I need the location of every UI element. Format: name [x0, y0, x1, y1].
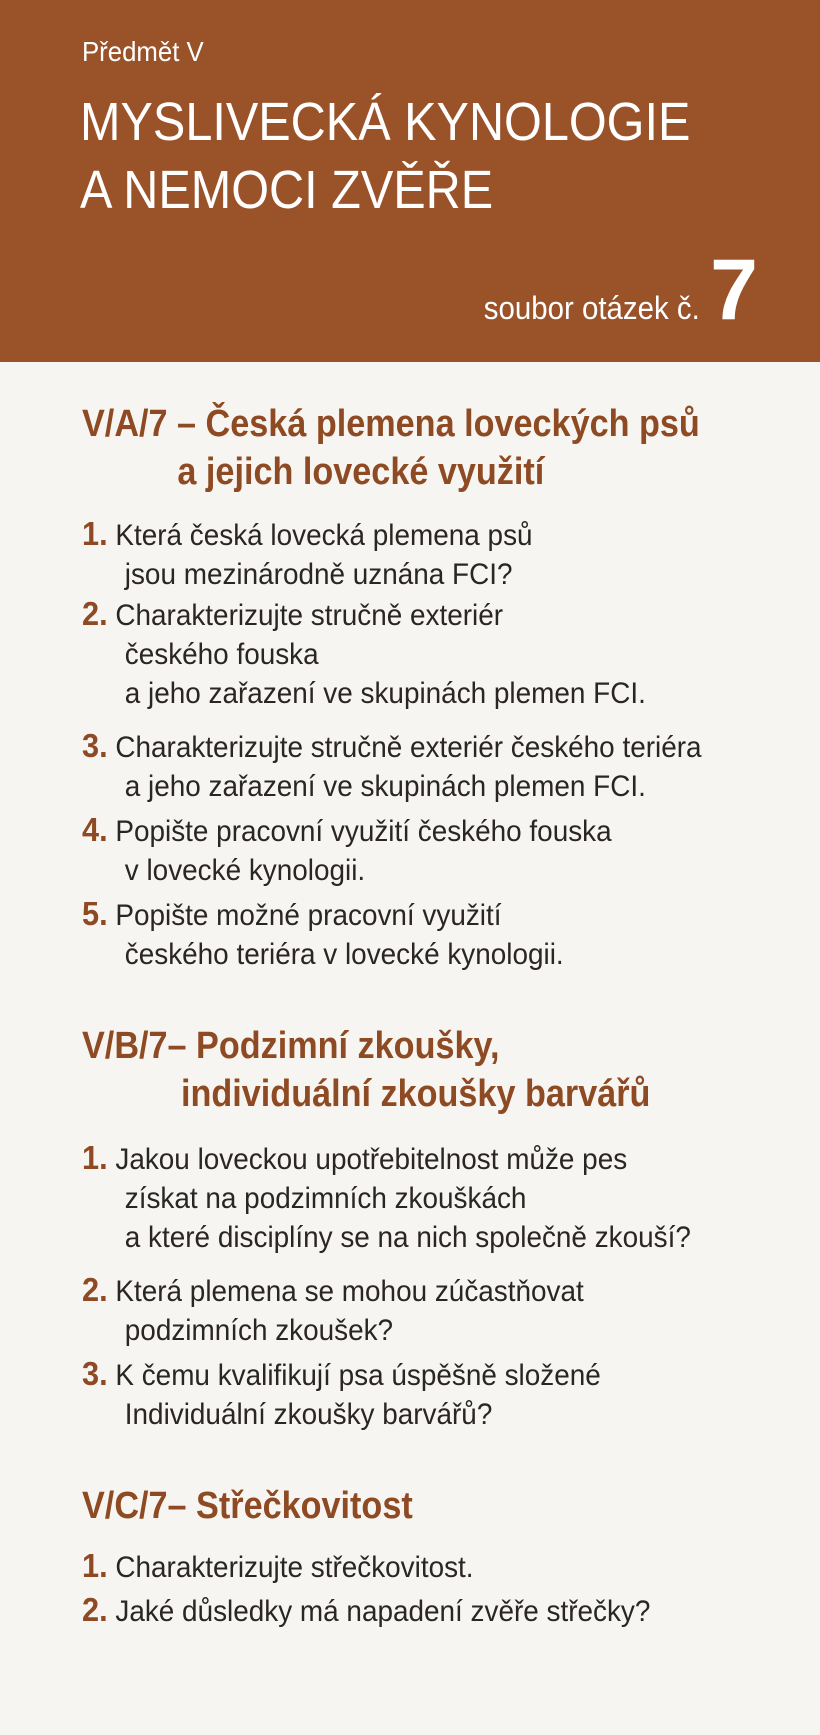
section-title-b — [82, 1022, 650, 1118]
section-title-b-line-1: V/B/7– Podzimní zkoušky, — [82, 1025, 500, 1067]
question-number: 2. — [82, 595, 108, 632]
question-set-number: 7 — [710, 242, 758, 338]
section-title-a-line-1: V/A/7 – Česká plemena loveckých psů — [82, 403, 700, 445]
question-text: Která česká lovecká plemena psů — [115, 519, 533, 552]
question-text: českého teriéra v lovecké kynologii. — [124, 938, 564, 971]
question-text: jsou mezinárodně uznána FCI? — [124, 558, 513, 591]
header-banner — [0, 0, 820, 362]
section-title-a — [82, 400, 700, 496]
question-text: podzimních zkoušek? — [124, 1314, 394, 1347]
question-text: a jeho zařazení ve skupinách plemen FCI. — [124, 677, 646, 710]
question-text: získat na podzimních zkouškách — [124, 1182, 527, 1215]
question-text: českého fouska — [124, 638, 319, 671]
question-c1 — [82, 1546, 474, 1587]
question-number: 4. — [82, 811, 108, 848]
question-c2 — [82, 1590, 650, 1631]
question-a2 — [82, 594, 646, 713]
question-number: 1. — [82, 1547, 108, 1584]
question-text: K čemu kvalifikují psa úspěšně složené — [115, 1359, 601, 1392]
subject-label: Předmět V — [82, 36, 204, 67]
question-a5 — [82, 894, 564, 974]
question-number: 1. — [82, 1139, 108, 1176]
section-title-a-line-2: a jejich lovecké využití — [177, 451, 545, 493]
question-number: 5. — [82, 895, 108, 932]
question-text: Charakterizujte stručně exteriér — [115, 599, 504, 632]
question-text: a které disciplíny se na nich společně zkouší? — [124, 1221, 691, 1254]
question-set — [465, 242, 758, 338]
question-set-label: soubor otázek č. — [484, 290, 701, 326]
question-number: 3. — [82, 1355, 108, 1392]
question-text: Popište možné pracovní využití — [115, 899, 502, 932]
question-text: Charakterizujte střečkovitost. — [115, 1551, 474, 1584]
page-title-line-1: MYSLIVECKÁ KYNOLOGIE — [80, 92, 691, 152]
question-number: 2. — [82, 1271, 108, 1308]
question-text: a jeho zařazení ve skupinách plemen FCI. — [124, 770, 646, 803]
question-number: 3. — [82, 727, 108, 764]
question-text: Popište pracovní využití českého fouska — [115, 815, 612, 848]
question-text: v lovecké kynologii. — [124, 854, 366, 887]
question-b3 — [82, 1354, 601, 1434]
section-title-c — [82, 1482, 413, 1530]
question-text: Jaké důsledky má napadení zvěře střečky? — [115, 1595, 651, 1628]
question-text: Jakou loveckou upotřebitelnost může pes — [115, 1143, 628, 1176]
question-text: Která plemena se mohou zúčastňovat — [115, 1275, 584, 1308]
question-a1 — [82, 514, 533, 594]
section-title-b-line-2: individuální zkoušky barvářů — [181, 1073, 651, 1115]
question-text: Individuální zkoušky barvářů? — [124, 1398, 493, 1431]
question-number: 2. — [82, 1591, 108, 1628]
question-a4 — [82, 810, 612, 890]
question-b1 — [82, 1138, 691, 1257]
question-a3 — [82, 726, 702, 806]
section-title-c-line-1: V/C/7– Střečkovitost — [82, 1485, 413, 1527]
question-text: Charakterizujte stručně exteriér českého teriéra — [115, 731, 702, 764]
question-b2 — [82, 1270, 584, 1350]
page-title-line-2: A NEMOCI ZVĚŘE — [80, 160, 494, 220]
question-number: 1. — [82, 515, 108, 552]
